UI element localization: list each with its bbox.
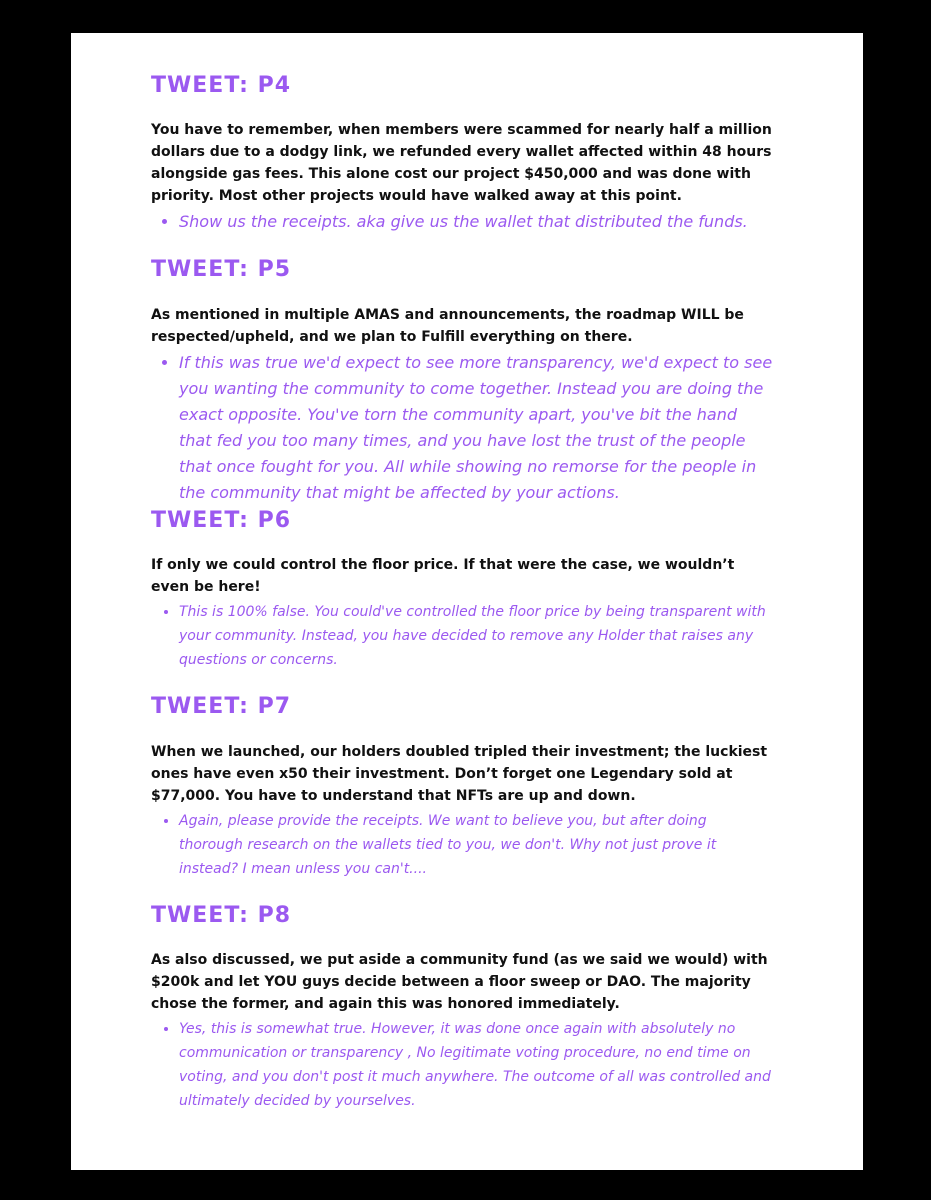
document-page: [71, 33, 863, 1170]
section-heading: TWEET: P5: [151, 257, 292, 283]
tweet-statement: If only we could control the floor price. If that were the case, we wouldn’t even be here!: [151, 557, 735, 596]
response-item: • If this was true we'd expect to see more transparency, we'd expect to see you wanting the community to come together. Instead you are doing the exact opposite. You've torn the community apart, you've bit the hand that fed you too many times, and you have lost the trust of the people that once fought for you. All while showing no remorse for the people in the community that might be affected by your actions.: [179, 350, 773, 506]
response-list: [151, 809, 773, 881]
section-heading: TWEET: P4: [151, 73, 292, 98]
response-item: • Yes, this is somewhat true. However, it was done once again with absolutely no communication or transparency , No legitimate voting procedure, no end time on voting, and you don't post it much anywhere. The outcome of all was controlled and ultimately decided by yourselves.: [179, 1017, 773, 1113]
tweet-statement: As mentioned in multiple AMAS and announcements, the roadmap WILL be respected/upheld, and we plan to Fulfill everything on there.: [151, 306, 744, 345]
section-p6: [151, 508, 773, 672]
response-list: [151, 350, 773, 506]
tweet-statement: When we launched, our holders doubled tripled their investment; the luckiest ones have even x50 their investment. Don’t forget one Legendary sold at $77,000. You have to understand that NFTs are up and down.: [151, 743, 768, 804]
section-heading: TWEET: P7: [151, 694, 292, 720]
response-list: [151, 600, 773, 672]
response-list: [151, 1017, 773, 1113]
response-list: [151, 209, 773, 235]
section-p8: [151, 903, 773, 1113]
section-p7: [151, 694, 773, 880]
response-item: • Again, please provide the receipts. We want to believe you, but after doing thorough research on the wallets tied to you, we don't. Why not just prove it instead? I mean unless you can't....: [179, 809, 773, 881]
response-item: • Show us the receipts. aka give us the wallet that distributed the funds.: [179, 209, 773, 235]
section-heading: TWEET: P8: [151, 902, 292, 928]
section-heading: TWEET: P6: [151, 507, 292, 533]
section-p5: [151, 257, 773, 505]
tweet-statement: You have to remember, when members were scammed for nearly half a million dollars due to a dodgy link, we refunded every wallet affected within 48 hours alongside gas fees. This alone cost our project $450,000 and was done with priority. Most other projects would have walked away at this point.: [151, 122, 772, 205]
tweet-statement: As also discussed, we put aside a community fund (as we said we would) with $200k and let YOU guys decide between a floor sweep or DAO. The majority chose the former, and again this was honored immediately.: [151, 951, 768, 1012]
response-item: • This is 100% false. You could've controlled the floor price by being transparent with your community. Instead, you have decided to remove any Holder that raises any questions or concerns.: [179, 600, 773, 672]
section-p4: [151, 73, 773, 235]
